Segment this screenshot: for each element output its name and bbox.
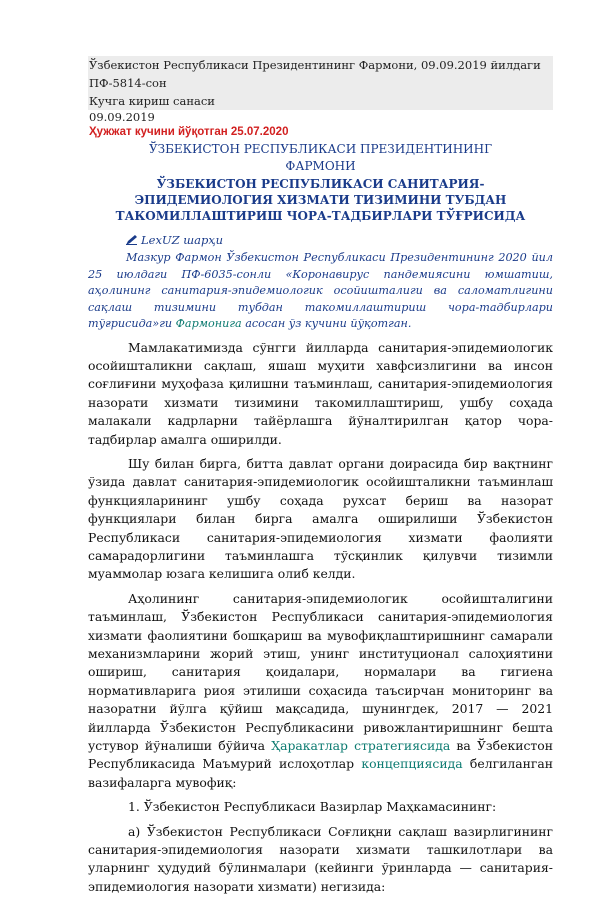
commentary-header[interactable]: [126, 232, 553, 248]
document-page: [88, 56, 553, 902]
commentary-label: LexUZ шарҳи: [141, 233, 224, 247]
issuer-line: ЎЗБЕКИСТОН РЕСПУБЛИКАСИ ПРЕЗИДЕНТИНИНГ: [148, 142, 493, 156]
concept-link[interactable]: концепциясида: [361, 756, 463, 772]
source-line: Ўзбекистон Республикаси Президентининг Фармони, 09.09.2019 йилдаги ПФ-5814-сон: [88, 56, 553, 92]
paragraph-4: 1. Ўзбекистон Республикаси Вазирлар Маҳкамасининг:: [128, 799, 497, 815]
effective-date: 09.09.2019: [89, 110, 155, 124]
paragraph-3: Аҳолининг санитария-эпидемиологик осойишталигини таъминлаш, Ўзбекистон Республикаси санитария-эпидемиология хизмати фаолиятини бошқариш ва мувофиқлаштиришнинг самарали механизмларини жорий этиш, унинг институционал салоҳиятини ошириш, санитария қоидалари, нормалари ва гигиена нормативларига риоя этилиши соҳасида таъсирчан мониторинг ва назоратни йўлга қўйиш мақсадида, шунингдек, 2017 — 2021 йилларда Ўзбекистон Республикасини ривожлантиришнинг бешта устувор йўналиши бўйича Ҳаракатлар стратегиясида ва Ўзбекистон Республикасида Маъмурий ислоҳотлар концепциясида белгиланган вазифаларга мувофиқ:: [88, 590, 553, 790]
document-type: ФАРМОНИ: [285, 159, 356, 173]
paragraph-2: Шу билан бирга, битта давлат органи доирасида бир вақтнинг ўзида давлат санитария-эпидемиологик осойишталикни таъминлаш функцияларининг ушбу соҳада рухсат бериш ва назорат функциялари билан бирга амалга оширилиши Ўзбекистон Республикаси санитария-эпидемиология хизмати фаолияти самарадорлигини таъминлашга тўсқинлик қилувчи тизимли муаммолар юзага келишига олиб келди.: [88, 455, 553, 582]
paragraph-1: Мамлакатимизда сўнгги йилларда санитария-эпидемиологик осойишталикни сақлаш, яшаш муҳити хавфсизлигини ва инсон соғлиғини муҳофаза қилишни таъминлаш, санитария-эпидемиология назорати хизмати тизимини такомиллаштириш, ушбу соҳада малакали кадрларни тайёрлашга йўналтирилган қатор чора-тадбирлар амалга оширилди.: [88, 339, 553, 447]
pen-icon: [126, 235, 137, 245]
paragraph-5: а) Ўзбекистон Республикаси Соғлиқни сақлаш вазирлигининг санитария-эпидемиология назорати хизмати ташкилотлари ва уларнинг ҳудудий бўлинмалари (кейинги ўринларда — санитария-эпидемиология назорати хизмати) негизида:: [88, 823, 553, 894]
expired-notice: Ҳужжат кучини йўқотган 25.07.2020: [89, 126, 289, 138]
decree-link[interactable]: Фармонига: [175, 317, 242, 330]
document-title: ЎЗБЕКИСТОН РЕСПУБЛИКАСИ САНИТАРИЯ-ЭПИДЕМИОЛОГИЯ ХИЗМАТИ ТИЗИМИНИ ТУБДАН ТАКОМИЛЛАШТИРИШ ЧОРА-ТАДБИРЛАРИ ТЎҒРИСИДА: [115, 177, 526, 223]
effective-date-label: Кучга кириш санаси: [88, 92, 553, 110]
strategy-link[interactable]: Ҳаракатлар стратегиясида: [271, 738, 451, 754]
commentary-text: Мазкур Фармон Ўзбекистон Республикаси Президентининг 2020 йил 25 июлдаги ПФ-6035-сонли «Коронавирус пандемиясини юмшатиш, аҳолининг санитария-эпидемиологик осойишталиги ва саломатлигини сақлаш тизимини тубдан такомиллаштириш чора-тадбирлари тўғрисида»ги Фармонига асосан ўз кучини йўқотган.: [88, 251, 553, 330]
